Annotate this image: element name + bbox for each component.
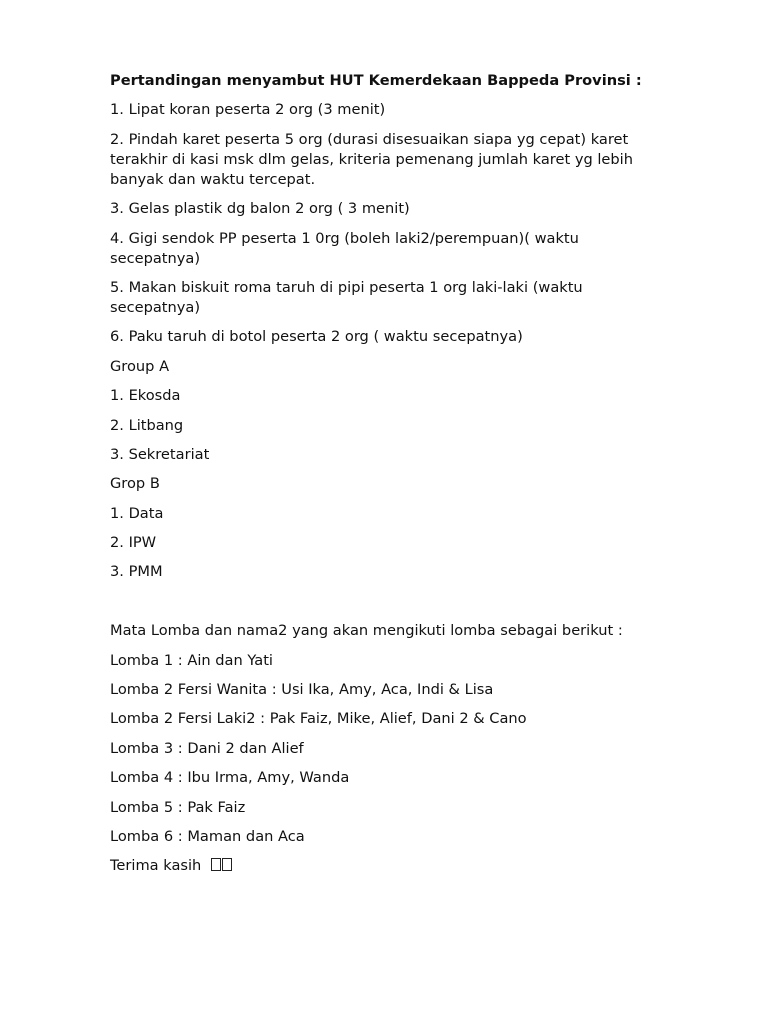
closing-text: Terima kasih <box>110 857 202 875</box>
document-page <box>110 71 670 886</box>
group-b-member: 1. Data <box>110 504 164 522</box>
participant-line-3: Lomba 2 Fersi Laki2 : Pak Faiz, Mike, Alief, Dani 2 & Cano <box>110 710 527 728</box>
participant-line-6: Lomba 5 : Pak Faiz <box>110 798 246 816</box>
participant-line-7: Lomba 6 : Maman dan Aca <box>110 827 305 845</box>
competition-item-6: 6. Paku taruh di botol peserta 2 org ( waktu secepatnya) <box>110 328 523 346</box>
document-title: Pertandingan menyambut HUT Kemerdekaan Bappeda Provinsi : <box>110 72 642 89</box>
missing-glyph-icon <box>210 857 232 874</box>
group-b-member: 2. IPW <box>110 534 157 552</box>
competition-item-3: 3. Gelas plastik dg balon 2 org ( 3 menit) <box>110 200 410 218</box>
group-a-heading: Group A <box>110 357 170 375</box>
group-b-member: 3. PMM <box>110 563 163 581</box>
group-b-heading: Grop B <box>110 475 160 493</box>
participant-line-2: Lomba 2 Fersi Wanita : Usi Ika, Amy, Aca, Indi & Lisa <box>110 681 494 699</box>
group-a-member: 3. Sekretariat <box>110 445 210 463</box>
blank-line <box>110 592 670 621</box>
participant-line-1: Lomba 1 : Ain dan Yati <box>110 651 273 669</box>
participant-line-5: Lomba 4 : Ibu Irma, Amy, Wanda <box>110 769 350 787</box>
closing-line <box>110 856 670 876</box>
competition-item-4: 4. Gigi sendok PP peserta 1 0rg (boleh laki2/perempuan)( waktu secepatnya) <box>110 229 579 267</box>
group-a-member: 2. Litbang <box>110 416 184 434</box>
participant-line-4: Lomba 3 : Dani 2 dan Alief <box>110 739 304 757</box>
competition-item-1: 1. Lipat koran peserta 2 org (3 menit) <box>110 101 386 119</box>
competition-item-5: 5. Makan biskuit roma taruh di pipi peserta 1 org laki-laki (waktu secepatnya) <box>110 278 583 316</box>
participants-intro: Mata Lomba dan nama2 yang akan mengikuti lomba sebagai berikut : <box>110 622 623 640</box>
group-a-member: 1. Ekosda <box>110 387 181 405</box>
competition-item-2: 2. Pindah karet peserta 5 org (durasi disesuaikan siapa yg cepat) karet terakhir di kasi msk dlm gelas, kriteria pemenang jumlah karet yg lebih banyak dan waktu tercepat. <box>110 130 633 188</box>
